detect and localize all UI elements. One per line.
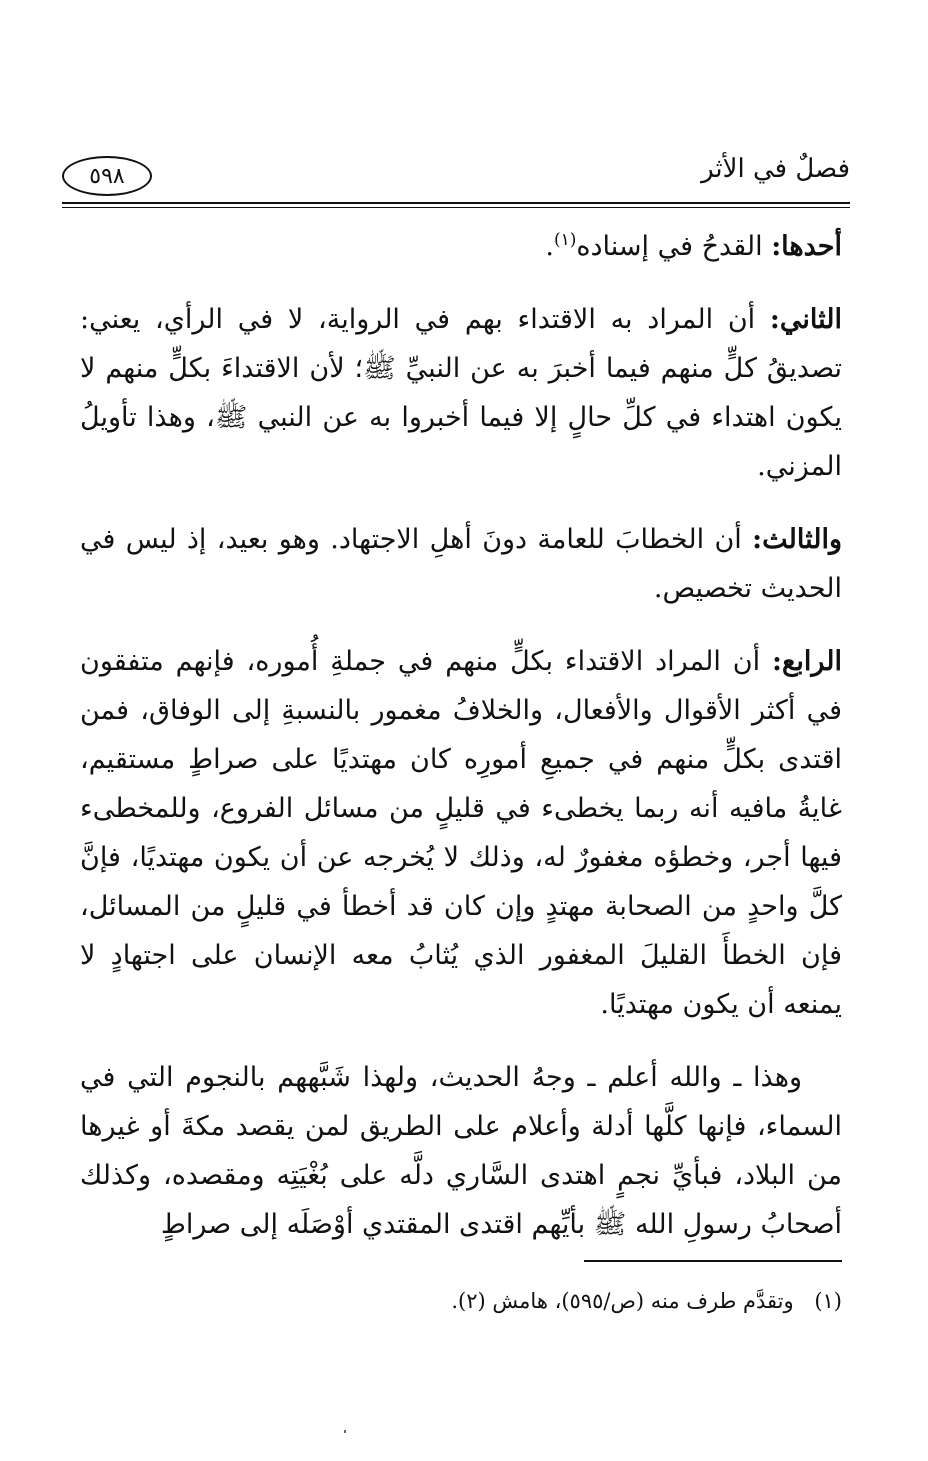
- paragraph-text: أن المراد به الاقتداء بهم في الرواية، لا في الرأي، يعني: تصديقُ كلٍّ منهم فيما أخبرَ به عن النبيِّ ﷺ؛ لأن الاقتداءَ بكلٍّ منهم لا يكون اهتداء في كلِّ حالٍ إلا فيما أخبروا به عن النبي ﷺ، وهذا تأويلُ المزني.: [80, 304, 842, 482]
- scan-speck: [344, 1430, 346, 1433]
- page-header: [62, 150, 850, 212]
- paragraph-third: [80, 515, 842, 613]
- paragraph-lead: الثاني:: [769, 304, 842, 335]
- paragraph-second: [80, 295, 842, 491]
- header-rule-thin: [62, 207, 850, 208]
- footnote-reference[interactable]: (١): [553, 230, 577, 250]
- paragraph-tail: .: [545, 231, 554, 262]
- paragraph-lead: الرابع:: [772, 646, 842, 677]
- paragraph-text: أن الخطابَ للعامة دونَ أهلِ الاجتهاد. وهو بعيد، إذ ليس في الحديث تخصيص.: [80, 524, 842, 604]
- footnote-separator: [584, 1260, 842, 1262]
- footnote: [80, 1284, 842, 1318]
- running-title: فصلٌ في الأثر: [701, 154, 850, 184]
- paragraph-text: وهذا ـ والله أعلم ـ وجهُ الحديث، ولهذا شَبَّههم بالنجوم التي في السماء، فإنها كلَّها أدلة وأعلام على الطريق لمن يقصد مكةَ أو غيرها من البلاد، فبأيِّ نجمٍ اهتدى السَّاري دلَّه على بُغْيَتِه ومقصده، وكذلك أصحابُ رسولِ الله ﷺ بأيِّهم اقتدى المقتدي أوْصَلَه إلى صراطٍ: [80, 1062, 842, 1240]
- paragraph-fifth: [80, 1053, 842, 1249]
- main-text: [80, 222, 842, 1273]
- header-rule: [62, 202, 850, 204]
- footnote-text: وتقدَّم طرف منه (ص/٥٩٥)، هامش (٢).: [451, 1289, 794, 1313]
- paragraph-text: القدحُ في إسناده: [576, 231, 763, 262]
- paragraph-lead: أحدها:: [771, 231, 842, 262]
- page-number: [62, 156, 152, 196]
- paragraph-fourth: [80, 637, 842, 1029]
- footnote-number: (١): [814, 1289, 842, 1313]
- paragraph-text: أن المراد الاقتداء بكلٍّ منهم في جملةِ أُموره، فإنهم متفقون في أكثر الأقوال والأفعال، والخلافُ مغمور بالنسبةِ إلى الوفاق، فمن اقتدى بكلٍّ منهم في جميعِ أمورِه كان مهتديًا على صراطٍ مستقيم، غايةُ مافيه أنه ربما يخطىء في قليلٍ من مسائل الفروع، وللمخطىء فيها أجر، وخطؤه مغفورٌ له، وذلك لا يُخرجه عن أن يكون مهتديًا، فإنَّ كلَّ واحدٍ من الصحابة مهتدٍ وإن كان قد أخطأ في قليلٍ من المسائل، فإن الخطأَ القليلَ المغفور الذي يُثابُ معه الإنسان على اجتهادٍ لا يمنعه أن يكون مهتديًا.: [80, 646, 842, 1020]
- page-number-text: ٥٩٨: [89, 163, 125, 189]
- paragraph-first: [80, 222, 842, 271]
- paragraph-lead: والثالث:: [752, 524, 842, 555]
